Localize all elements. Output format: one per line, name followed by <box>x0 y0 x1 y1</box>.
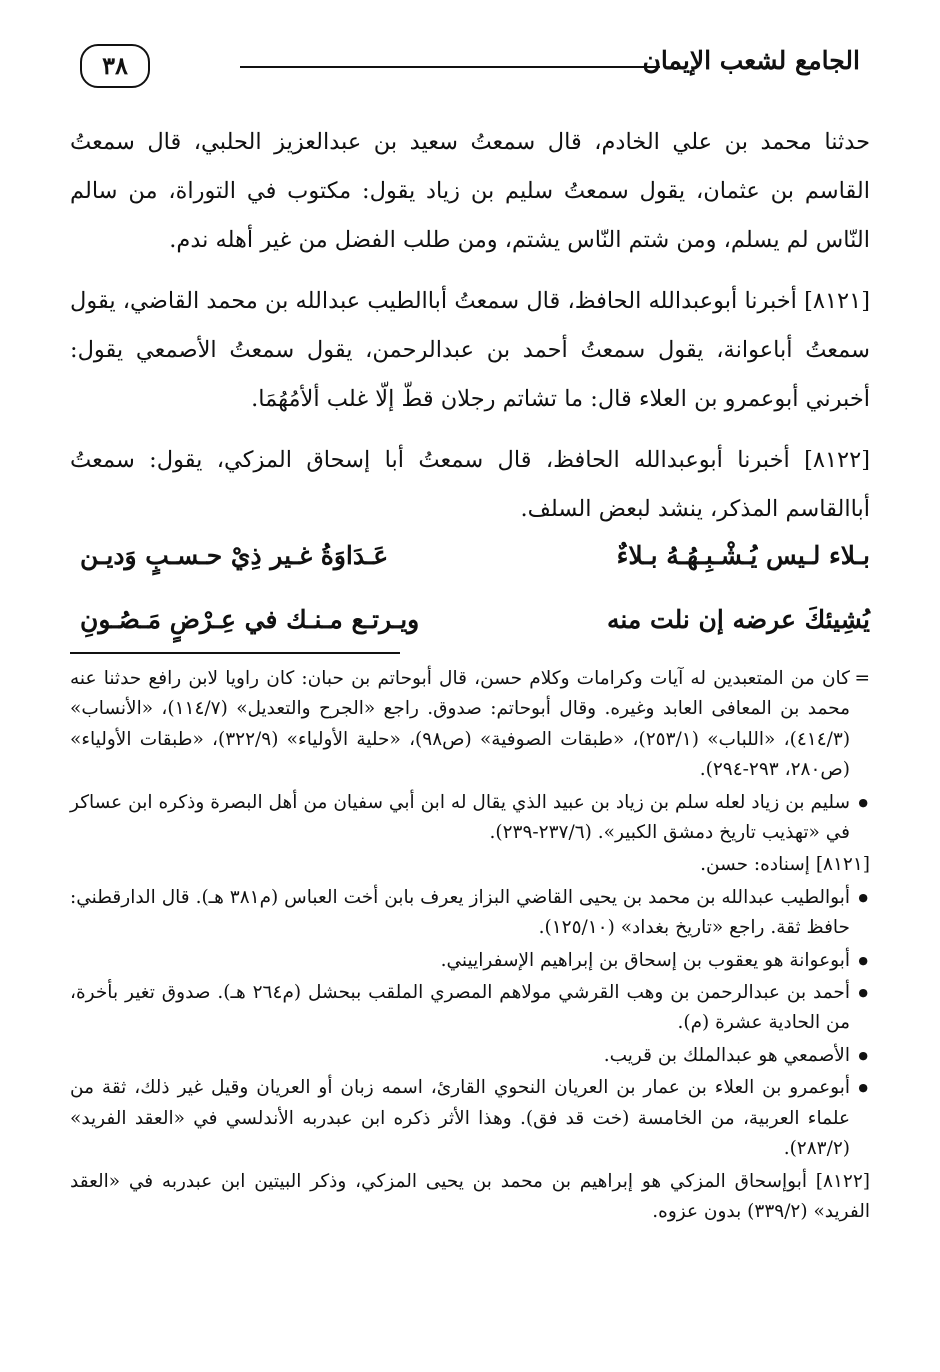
footnote-bullet: ● الأصمعي هو عبدالملك بن قريب. <box>70 1041 870 1071</box>
hemistich-left: عَـدَاوَةُ غـير ذِيْ حـسـبٍ وَديـن <box>80 541 389 570</box>
page-number: ٣٨ <box>80 44 150 88</box>
verse-line <box>80 528 870 584</box>
footnote-continuation <box>70 664 870 786</box>
footnote-bullet: ● أبوعمرو بن العلاء بن عمار بن العريان النحوي القارئ، اسمه زبان أو العريان وقيل غير ذلك، ثقة من علماء العربية، من الخامسة (خت قد فق). وهذا الأثر ذكره ابن عبدربه الأندلسي في «العقد الفريد» (٢٨٣/٢). <box>70 1073 870 1164</box>
verse-line <box>80 592 870 648</box>
poem <box>80 528 870 656</box>
paragraph-8122: [٨١٢٢] أخبرنا أبوعبدالله الحافظ، قال سمعتُ أبا إسحاق المزكي، يقول: سمعتُ أباالقاسم المذكر، ينشد لبعض السلف. <box>70 447 870 522</box>
footnote-separator <box>70 652 400 654</box>
footnotes <box>70 664 870 1229</box>
paragraph-8121: [٨١٢١] أخبرنا أبوعبدالله الحافظ، قال سمعتُ أباالطيب عبدالله بن محمد القاضي، يقول سمعتُ أباعوانة، يقول سمعتُ أحمد بن عبدالرحمن، يقول سمعتُ الأصمعي يقول: أخبرني أبوعمرو بن العلاء قال: ما تشاتم رجلان قطّ إلّا غلب ألأمُهُمَا. <box>70 288 870 412</box>
page-header <box>60 36 860 96</box>
footnote-bullet: ● أبوالطيب عبدالله بن محمد بن يحيى القاضي البزاز يعرف بابن أخت العباس (م٣٨١ هـ). قال الدارقطني: حافظ ثقة. راجع «تاريخ بغداد» (١٢٥/١٠). <box>70 883 870 944</box>
hemistich-left: ويـرتـع مـنـك في عِـرْضٍ مَـصُـونِ <box>80 605 420 634</box>
footnote-bullet: ● أبوعوانة هو يعقوب بن إسحاق بن إبراهيم الإسفراييني. <box>70 946 870 976</box>
header-rule <box>240 66 660 68</box>
paragraph-1: حدثنا محمد بن علي الخادم، قال سمعتُ سعيد بن عبدالعزيز الحلبي، قال سمعتُ القاسم بن عثمان، يقول سمعتُ سليم بن زياد يقول: مكتوب في التوراة، من سالم النّاس لم يسلم، ومن شتم النّاس يشتم، ومن طلب الفضل من غير أهله ندم. <box>70 129 870 253</box>
footnote-ref-8121: [٨١٢١] إسناده: حسن. <box>700 854 870 876</box>
hemistich-right: يُشِيئكَ عرضه إن نلت منه <box>606 605 870 634</box>
footnote-continuation-text: كان من المتعبدين له آيات وكرامات وكلام حسن، قال أبوحاتم بن حبان: كان راويا لابن رافع حدثنا عنه محمد بن المعافى العابد وغيره. وقال أبوحاتم: صدوق. راجع «الجرح والتعديل» (١١٤/٧)، «الأنساب» (٤١٤/٣)، «اللباب» (٢٥٣/١)، «طبقات الصوفية» (ص٩٨)، «حلية الأولياء» (٣٢٢/٩)، «طبقات الأولياء» (ص٢٨٠، ٢٩٣-٢٩٤). <box>70 668 851 781</box>
footnote-ref-8122: [٨١٢٢] أبوإسحاق المزكي هو إبراهيم بن محمد بن يحيى المزكي، وذكر البيتين ابن عبدربه في «العقد الفريد» (٣٣٩/٢) بدون عزوه. <box>70 1170 870 1222</box>
footnote-bullet: ● أحمد بن عبدالرحمن بن وهب القرشي مولاهم المصري الملقب ببحشل (م٢٦٤ هـ). صدوق تغير بأخرة، من الحادية عشرة (م). <box>70 978 870 1039</box>
footnote-saleem: ● سليم بن زياد لعله سلم بن زياد بن عبيد الذي يقال له ابن أبي سفيان من أهل البصرة وذكره ابن عساكر في «تهذيب تاريخ دمشق الكبير». (٢٣٧/٦-٢٣٩). <box>70 788 870 849</box>
running-title: الجامع لشعب الإيمان <box>642 46 860 75</box>
main-text <box>70 118 870 546</box>
continuation-mark: = <box>854 668 870 689</box>
hemistich-right: بـلاء لـيس يُـشْـبِـهُـهُ بـلاءٌ <box>616 541 870 570</box>
